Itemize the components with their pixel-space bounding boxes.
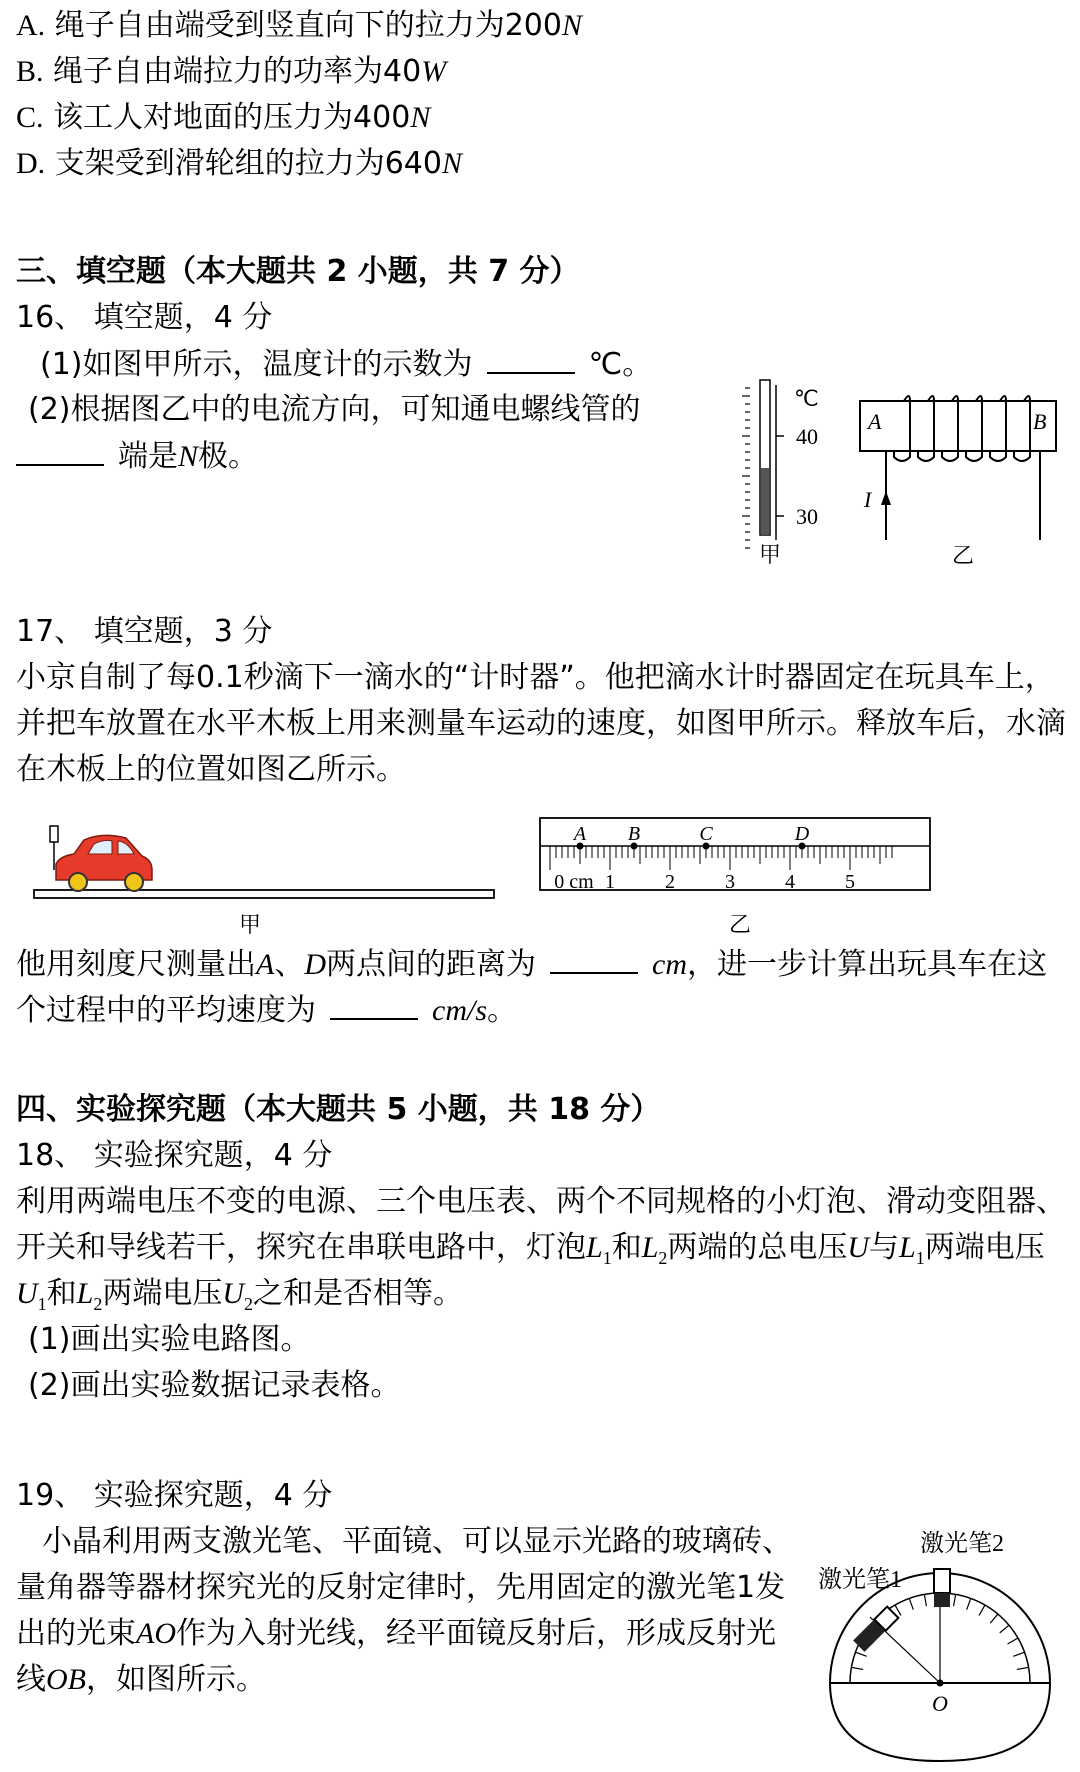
- ruler-figure: [530, 810, 950, 940]
- q17-answer-mid: 两点间的距离为: [326, 947, 536, 982]
- q18-header: 18、 实验探究题，4 分: [16, 1138, 333, 1173]
- symbol-l: L: [76, 1277, 94, 1310]
- thermometer-tick-40: 40: [796, 424, 818, 449]
- protractor-tick: [979, 1605, 985, 1615]
- drop-label: A: [573, 823, 587, 845]
- thermometer-caption: 甲: [758, 542, 782, 567]
- q16-part1: [40, 346, 652, 383]
- symbol-u: U: [16, 1277, 38, 1310]
- option-letter: A.: [16, 9, 46, 42]
- q18-text: 两端的总电压: [667, 1230, 848, 1265]
- option-b: [16, 54, 446, 90]
- q18-text: 之和是否相等。: [253, 1276, 464, 1311]
- q18-line-3: [16, 1276, 463, 1322]
- protractor-tick: [1000, 1625, 1009, 1633]
- q17-line-2: 并把车放置在水平木板上用来测量车运动的速度，如图甲所示。释放车后，水滴: [16, 706, 1066, 741]
- laser-pen-1: [853, 1607, 898, 1652]
- protractor-tick: [954, 1594, 956, 1606]
- option-a: [16, 8, 582, 44]
- thermometer-tick-30: 30: [796, 504, 818, 529]
- subscript: 2: [658, 1248, 668, 1268]
- q16-part2-text: 端是: [118, 439, 178, 474]
- protractor-tick: [1017, 1667, 1029, 1669]
- protractor-tick: [967, 1598, 971, 1609]
- subscript: 2: [244, 1294, 254, 1314]
- protractor-tick: [1008, 1638, 1018, 1644]
- point-o: [937, 1680, 944, 1687]
- q16-part2: (2)根据图乙中的电流方向，可知通电螺线管的: [28, 392, 641, 427]
- separator: 、: [274, 947, 305, 982]
- q19-text: 出的光束: [16, 1616, 136, 1651]
- laser-pen-2: [934, 1569, 950, 1607]
- laser-pen-2-label: 激光笔2: [920, 1531, 1004, 1557]
- solenoid-label-b: B: [1033, 409, 1047, 434]
- q18-line-1: 利用两端电压不变的电源、三个电压表、两个不同规格的小灯泡、滑动变阻器、: [16, 1184, 1066, 1219]
- option-c: [16, 100, 430, 136]
- q17-answer-after: ，进一步计算出玩具车在这: [686, 947, 1047, 982]
- q19-line-1: 小晶利用两支激光笔、平面镜、可以显示光路的玻璃砖、: [42, 1524, 792, 1559]
- option-text: 绳子自由端受到竖直向下的拉力为200: [54, 8, 562, 43]
- ray-ob: OB: [46, 1663, 86, 1696]
- q16-header: 16、 填空题，4 分: [16, 300, 273, 335]
- subscript: 1: [602, 1248, 612, 1268]
- symbol-l: L: [641, 1231, 659, 1264]
- ruler-tick-label: 0 cm: [554, 871, 594, 893]
- drop-label: C: [699, 823, 713, 845]
- option-unit: N: [561, 9, 582, 42]
- protractor-tick: [924, 1594, 926, 1606]
- thermometer-figure: [730, 380, 830, 570]
- q16-part1-unit: ℃。: [588, 347, 653, 382]
- ruler-caption: 乙: [728, 912, 752, 937]
- subscript: 1: [37, 1294, 47, 1314]
- q18-text: 两端电压: [924, 1230, 1045, 1265]
- thermometer-mercury: [761, 468, 769, 535]
- q18-text: 与: [869, 1230, 900, 1265]
- q18-text: 开关和导线若干，探究在串联电路中，灯泡: [16, 1230, 586, 1265]
- ruler-tick-label: 1: [605, 871, 615, 893]
- symbol-l: L: [586, 1231, 603, 1264]
- q19-text: 线: [16, 1662, 46, 1697]
- q18-part-1: (1)画出实验电路图。: [28, 1322, 311, 1357]
- ruler-tick-label: 3: [725, 871, 735, 893]
- q18-text: 两端电压: [102, 1276, 223, 1311]
- q18-text: 和: [46, 1276, 77, 1311]
- answer-blank[interactable]: [330, 992, 418, 1020]
- protractor-tick: [855, 1652, 866, 1656]
- solenoid-caption: 乙: [951, 543, 975, 568]
- symbol-u: U: [847, 1231, 870, 1264]
- q18-text: 和: [611, 1230, 642, 1265]
- q17-line-3: 在木板上的位置如图乙所示。: [16, 752, 406, 787]
- ruler-tick-label: 5: [845, 871, 855, 893]
- laser-pen-1-label: 激光笔1: [818, 1567, 902, 1593]
- laser-reflection-figure: [810, 1525, 1072, 1765]
- option-unit: W: [421, 55, 447, 88]
- point-d: D: [304, 948, 326, 981]
- thermometer-unit: ℃: [794, 386, 819, 411]
- toy-car-figure: [30, 820, 500, 940]
- solenoid-label-a: A: [868, 409, 882, 434]
- q17-header: 17、 填空题，3 分: [16, 614, 273, 649]
- wooden-board: [34, 890, 494, 898]
- answer-blank[interactable]: [550, 946, 638, 974]
- symbol-u: U: [222, 1277, 245, 1310]
- ruler-tick-label: 4: [785, 871, 795, 893]
- q19-text: 作为入射光线，经平面镜反射后，形成反射光: [176, 1616, 776, 1651]
- option-letter: B.: [16, 55, 44, 88]
- origin-label: O: [932, 1691, 948, 1716]
- q18-line-2: [16, 1230, 1045, 1276]
- q19-text: ，如图所示。: [86, 1662, 266, 1697]
- protractor-tick: [851, 1667, 863, 1669]
- car-caption: 甲: [238, 912, 262, 937]
- section-4-title: 四、实验探究题（本大题共 5 小题，共 18 分）: [16, 1092, 661, 1127]
- current-arrow: [881, 491, 891, 505]
- q19-header: 19、 实验探究题，4 分: [16, 1478, 333, 1513]
- option-unit: N: [410, 101, 431, 134]
- option-d: [16, 146, 462, 182]
- answer-blank[interactable]: [16, 438, 104, 466]
- toy-car: [56, 835, 152, 891]
- option-text: 支架受到滑轮组的拉力为640: [54, 146, 442, 181]
- q17-answer-end: 。: [487, 993, 517, 1028]
- q16-part2-end: 极。: [198, 439, 259, 474]
- symbol-l: L: [899, 1231, 916, 1264]
- protractor-tick: [895, 1605, 901, 1615]
- unit-cm-per-s: cm/s: [432, 994, 487, 1027]
- q16-n-symbol: N: [178, 440, 199, 473]
- subscript: 1: [915, 1248, 925, 1268]
- thermometer-scale: [742, 388, 750, 548]
- q17-answer-text: 他用刻度尺测量出: [16, 947, 256, 982]
- q16-part2-cont: [16, 438, 258, 475]
- option-text: 该工人对地面的压力为400: [53, 100, 411, 135]
- drop-label: D: [794, 823, 810, 845]
- q17-answer-1: [16, 946, 1047, 983]
- q17-line-1: 小京自制了每0.1秒滴下一滴水的“计时器”。他把滴水计时器固定在玩具车上，: [16, 660, 1055, 695]
- current-label: I: [864, 487, 872, 512]
- solenoid-figure: [858, 395, 1073, 570]
- option-text: 绳子自由端拉力的功率为40: [53, 54, 422, 89]
- protractor-tick: [909, 1598, 913, 1609]
- answer-blank[interactable]: [487, 346, 575, 374]
- unit-cm: cm: [652, 948, 687, 981]
- protractor-tick: [1013, 1652, 1024, 1656]
- subscript: 2: [93, 1294, 103, 1314]
- q18-part-2: (2)画出实验数据记录表格。: [28, 1368, 401, 1403]
- section-3-title: 三、填空题（本大题共 2 小题，共 7 分）: [16, 254, 580, 289]
- drop-label: B: [627, 823, 641, 845]
- q19-line-2: 量角器等器材探究光的反射定律时，先用固定的激光笔1发: [16, 1570, 786, 1605]
- ray-ao: AO: [136, 1617, 176, 1650]
- q17-answer-text: 个过程中的平均速度为: [16, 993, 316, 1028]
- q16-part1-text: (1)如图甲所示，温度计的示数为: [40, 347, 473, 382]
- ruler-tick-label: 2: [665, 871, 675, 893]
- q19-line-3: [16, 1616, 776, 1652]
- option-letter: D.: [16, 147, 46, 180]
- q19-line-4: [16, 1662, 266, 1698]
- drip-timer: [50, 826, 58, 842]
- protractor-tick: [990, 1614, 998, 1623]
- point-a: A: [256, 948, 275, 981]
- option-letter: C.: [16, 101, 44, 134]
- q17-answer-2: [16, 992, 517, 1029]
- option-unit: N: [441, 147, 462, 180]
